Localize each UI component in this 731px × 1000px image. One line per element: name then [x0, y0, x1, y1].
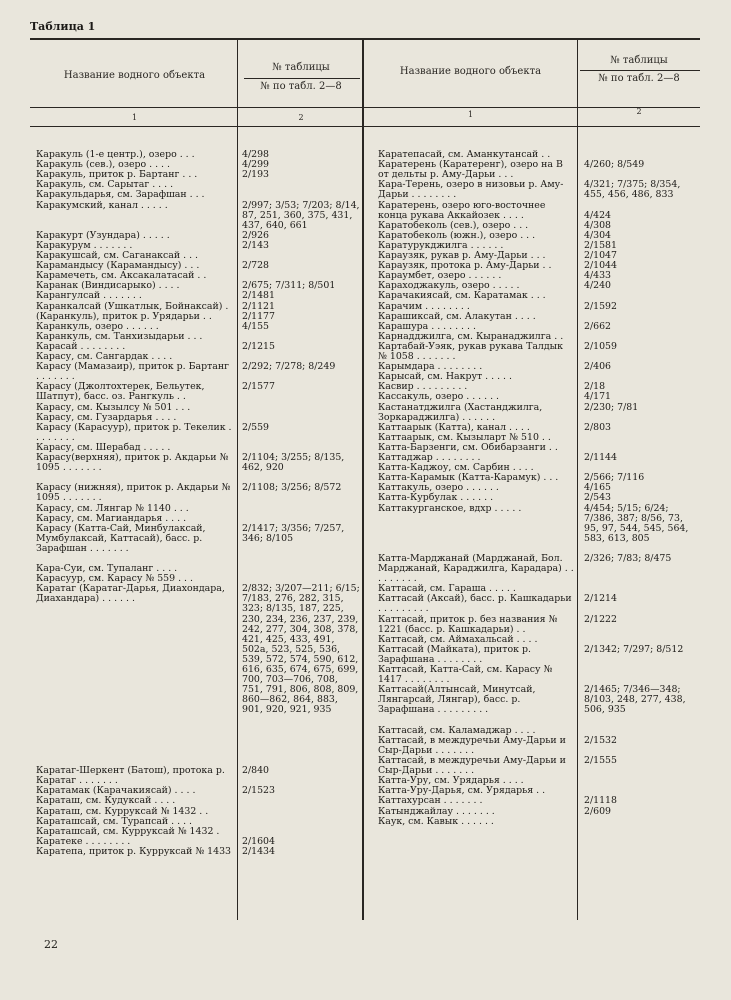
right-colnum-1: 1	[467, 110, 474, 119]
left-entry-name: Карамечеть, см. Аксакалатасай . .	[36, 270, 207, 282]
left-entry-ref: 2/1108; 3/256; 8/572	[242, 482, 342, 494]
left-entry-name: Каракуль (сев.), озеро . . . .	[36, 159, 170, 171]
right-entry-name: Караумбет, озеро . . . . . .	[378, 270, 502, 282]
right-entry-name: Каттасай, см. Аймахальсай . . . .	[378, 633, 538, 645]
right-entry-name: Карачакиясай, см. Каратамак . . .	[378, 290, 546, 302]
right-entry-name: Кара-Терень, озеро в низовьи р. Аму-Дарьи . . . . . . . .	[378, 179, 564, 201]
right-entry-name: Караузяк, протока р. Аму-Дарьи . .	[378, 260, 552, 272]
right-entry-ref: 4/260; 8/549	[584, 159, 645, 171]
right-entry-ref: 4/424	[584, 209, 612, 221]
right-entry-name: Каратобеколь (южн.), озеро . . .	[378, 229, 536, 241]
right-entry-name: Караходжакуль, озеро . . . . .	[378, 280, 520, 292]
right-entry-name: Каук, см. Кавык . . . . . .	[378, 815, 494, 827]
left-entry-name: Каракурт (Узундара) . . . . .	[36, 229, 170, 241]
right-entry-name: Караузяк, рукав р. Аму-Дарьи . . .	[378, 250, 546, 261]
left-entry-ref: 2/728	[242, 260, 270, 272]
right-entry-name: Катынджайлау . . . . . . .	[378, 805, 495, 817]
right-entry-ref: 2/1532	[584, 734, 617, 746]
right-entry-name: Каратерень, озеро юго-восточнее конца рукава Аккайозек . . . .	[378, 199, 546, 221]
right-entry-ref: 2/1592	[584, 300, 617, 312]
left-entry-name: Караташсай, см. Турапсай . . . .	[36, 815, 193, 827]
left-entry-name: Карасу (Мамазаир), приток р. Бартанг . . . . . . .	[36, 361, 230, 383]
left-colnum-2: 2	[298, 113, 304, 122]
left-entry-ref: 2/1417; 3/356; 7/257, 346; 8/105	[242, 522, 345, 544]
left-entry-name: Карангулсай . . . . . . .	[36, 290, 142, 302]
left-entry-ref: 2/832; 3/207—211; 6/15; 7/183, 276, 282, 315, 323; 8/135, 187, 225, 230, 234, 236, 237, 239, 242, 277, 304, 308, 378, 421, 425, 433, 491, 502а, 523, 525, 536, 539, 572, 574, 590, 612, 616, 635, 674, 675, 699, 700, 703—706, 708, 751, 791, 806, 808, 809, 860—862, 864, 883, 901, 920, 921, 935	[242, 583, 360, 716]
right-entry-name: Касвир . . . . . . . . .	[378, 381, 468, 393]
right-entry-name: Каттасай, приток р. без названия № 1221 (басс. р. Кашкадарьи) . .	[378, 613, 558, 635]
left-entry-ref: 4/299	[242, 159, 270, 171]
left-entry-name: Карасуур, см. Карасу № 559 . . .	[36, 573, 193, 585]
left-entry-name: Каратаг (Каратаг-Дарья, Диахондара, Диахандара) . . . . . .	[36, 583, 225, 605]
left-table-no-subheader: № по табл. 2—8	[260, 81, 342, 92]
right-entry-name: Катта-Уру-Дарья, см. Урядарья . .	[378, 785, 546, 797]
right-entry-name: Каттасай, см. Каламаджар . . . .	[378, 724, 536, 736]
right-entry-ref: 2/1047	[584, 250, 617, 261]
right-table-no-subheader: № по табл. 2—8	[598, 73, 680, 84]
right-entry-ref: 2/609	[584, 805, 612, 817]
left-subheader-rule	[244, 78, 360, 79]
right-entry-ref: 2/543	[584, 492, 612, 504]
left-entry-name: Карасу, см. Гузардарья . . . .	[36, 411, 177, 423]
left-entry-name: Каратеке . . . . . . . .	[36, 835, 131, 847]
right-entry-name: Катта-Уру, см. Урядарья . . . .	[378, 775, 524, 787]
right-entry-name: Катта-Барзенги, см. Обибарзанги . .	[378, 441, 558, 453]
left-entry-name: Каракуль, см. Сарытаг . . . .	[36, 179, 174, 191]
right-entry-ref: 2/18	[584, 381, 606, 393]
left-entry-name: Карасу, см. Сангардак . . . .	[36, 351, 173, 362]
left-entry-name: Караташ, см. Курруксай № 1432 . .	[36, 805, 209, 817]
left-entry-ref: 2/997; 3/53; 7/203; 8/14, 87, 251, 360, 375, 431, 437, 640, 661	[242, 199, 360, 231]
left-colnum-1: 1	[131, 113, 138, 122]
right-col-divider	[577, 40, 578, 920]
top-rule	[30, 38, 700, 40]
right-entry-ref: 2/566; 7/116	[584, 472, 645, 484]
left-entry-name: Каракумский, канал . . . . .	[36, 199, 168, 211]
right-entry-ref: 2/326; 7/83; 8/475	[584, 553, 672, 564]
right-entry-ref: 4/240	[584, 280, 612, 292]
right-entry-ref: 2/1465; 7/346—348; 8/103, 248, 277, 438, 506, 935	[584, 684, 686, 716]
right-entry-name: Каттасай (Аксай), басс. р. Кашкадарьи . . . . . . . . .	[378, 593, 572, 615]
right-entry-name: Кастанатджилга (Хастанджилга, Зоркараджилга) . . . . . .	[378, 401, 543, 423]
right-table-no-header: № таблицы	[610, 55, 668, 66]
right-entry-name: Каттакуль, озеро . . . . . .	[378, 482, 499, 494]
right-subheader-rule	[580, 70, 700, 71]
right-entry-name: Каттасай, в междуречьи Аму-Дарьи и Сыр-Дарьи . . . . . . .	[378, 755, 566, 777]
left-entry-ref: 2/1434	[242, 845, 275, 857]
right-entry-name: Каттасай, см. Гараша . . . . .	[378, 583, 516, 595]
left-name-header: Название водного объекта	[63, 70, 206, 81]
right-entry-ref: 2/662	[584, 320, 612, 332]
left-table-no-header: № таблицы	[272, 62, 330, 73]
left-entry-name: Каранкуль, см. Танхизыдарьи . . .	[36, 330, 203, 342]
left-entry-name: Каратепа, приток р. Курруксай № 1433	[36, 845, 232, 857]
left-entry-ref: 2/675; 7/311; 8/501	[242, 280, 336, 292]
left-entry-ref: 4/155	[242, 320, 270, 332]
left-entry-name: Карасу (Катта-Сай, Минбулаксай, Мумбулаксай, Каттасай), басс. р. Зарафшан . . . . . . .	[36, 522, 206, 554]
right-entry-name: Каттасай, в междуречьи Аму-Дарьи и Сыр-Дарьи . . . . . . .	[378, 734, 566, 756]
center-divider	[362, 40, 364, 920]
left-entry-ref: 2/193	[242, 169, 270, 181]
right-entry-name: Карачим . . . . . . . .	[378, 300, 470, 312]
right-entry-name: Карнадджилга, см. Кыранаджилга . .	[378, 330, 564, 342]
left-entry-ref: 2/1481	[242, 290, 275, 302]
colnum-bottom-rule	[30, 126, 700, 127]
right-entry-name: Каттахурсан . . . . . . .	[378, 795, 483, 807]
left-entry-ref: 2/1177	[242, 310, 275, 322]
right-entry-ref: 2/1222	[584, 613, 617, 625]
left-entry-name: Кара-Суи, см. Тупаланг . . . .	[36, 563, 178, 575]
right-entry-ref: 2/1581	[584, 239, 617, 251]
left-col-divider	[237, 40, 238, 920]
right-entry-name: Каратерень (Каратеренг), озеро на В от дельты р. Аму-Дарьи . . .	[378, 159, 563, 181]
right-entry-ref: 4/454; 5/15; 6/24; 7/386, 387; 8/56, 73, 95, 97, 544, 545, 564, 583, 613, 805	[584, 502, 689, 544]
left-entry-name: Карасу, см. Шерабад . . . . .	[36, 441, 171, 453]
right-colnum-2: 2	[636, 107, 642, 116]
right-entry-ref: 2/1044	[584, 260, 617, 272]
left-entry-ref: 2/143	[242, 239, 270, 251]
right-entry-ref: 4/171	[584, 391, 612, 403]
left-entry-name: Каракурум . . . . . . .	[36, 239, 133, 251]
left-entry-ref: 2/1121	[242, 300, 275, 312]
left-entry-ref: 2/926	[242, 229, 270, 241]
right-entry-ref: 4/304	[584, 229, 612, 241]
right-entry-name: Карашура . . . . . . . .	[378, 320, 476, 332]
left-entry-name: Каракушсай, см. Саганаксай . . .	[36, 250, 199, 261]
right-entry-name: Каттаарык (Катта), канал . . . .	[378, 421, 530, 433]
left-entry-name: Карамандысу (Карамандысу) . . .	[36, 260, 200, 272]
right-entry-ref: 4/321; 7/375; 8/354, 455, 456, 486, 833	[584, 179, 681, 201]
right-entry-name: Карымдара . . . . . . . .	[378, 361, 483, 373]
right-entry-name: Каттакурганское, вдхр . . . . .	[378, 502, 522, 514]
left-entry-name: Карасу (Карасуур), приток р. Текелик . . . . . . . .	[36, 421, 232, 443]
right-entry-name: Каттаарык, см. Кызыларт № 510 . .	[378, 431, 551, 443]
left-entry-ref: 2/1215	[242, 340, 275, 352]
right-entry-name: Катта-Карамык (Катта-Карамук) . . .	[378, 472, 559, 484]
left-entry-name: Карасу, см. Кызылсу № 501 . . .	[36, 401, 191, 413]
left-entry-ref: 2/840	[242, 765, 270, 777]
right-entry-ref: 2/230; 7/81	[584, 401, 639, 413]
left-entry-name: Каранкалсай (Ушкатлык, Бойнаксай) .	[36, 300, 229, 312]
table-title: Таблица 1	[30, 20, 96, 33]
left-entry-name: Караташсай, см. Курруксай № 1432 .	[36, 825, 220, 837]
left-entry-name: Карасу (Джолтохтерек, Бельутек, Шатпут), басс. оз. Рангкуль . .	[36, 381, 205, 403]
page-number: 22	[44, 938, 58, 951]
right-entry-name: Карашиксай, см. Алакутан . . . .	[378, 310, 536, 322]
left-entry-name: Каратаг-Шеркент (Батош), протока р. Каратаг . . . . . . .	[36, 765, 225, 787]
left-entry-name: Карасу(верхняя), приток р. Акдарьи № 1095 . . . . . . .	[36, 452, 229, 474]
left-entry-name: Карасай . . . . . . . .	[36, 340, 126, 352]
right-entry-name: Каратепасай, см. Аманкутансай . .	[378, 149, 551, 160]
right-entry-ref: 2/1555	[584, 755, 617, 766]
right-entry-ref: 2/803	[584, 421, 612, 433]
left-entry-name: Каранак (Виндисарыко) . . . .	[36, 280, 180, 292]
left-entry-name: Карасу, см. Лянгар № 1140 . . .	[36, 502, 189, 514]
right-entry-ref: 4/165	[584, 482, 612, 494]
left-entry-ref: 2/1104; 3/255; 8/135, 462, 920	[242, 452, 345, 474]
right-entry-ref: 2/1342; 7/297; 8/512	[584, 643, 684, 655]
right-entry-name: Каттасай (Майката), приток р. Зарафшана . . . . . . . .	[378, 643, 531, 665]
right-entry-name: Каратурукджилга . . . . . .	[378, 239, 504, 251]
left-entry-ref: 2/1523	[242, 785, 275, 797]
right-entry-name: Каттаджар . . . . . . . .	[378, 452, 481, 463]
left-entry-ref: 2/559	[242, 421, 270, 433]
right-name-header: Название водного объекта	[399, 66, 542, 77]
right-entry-name: Картабай-Уэяк, рукав рукава Талдык № 1058 . . . . . . .	[378, 340, 563, 362]
right-entry-name: Катта-Марджанай (Марджанай, Бол. Марджанай, Караджилга, Карадара) . . . . . . . . .	[378, 553, 574, 585]
right-entry-name: Карысай, см. Накрут . . . . .	[378, 371, 512, 383]
right-entry-name: Каттасай, Катта-Сай, см. Карасу № 1417 . . . . . . . .	[378, 664, 553, 686]
right-entry-ref: 2/406	[584, 361, 612, 373]
right-entry-name: Катта-Курбулак . . . . . .	[378, 492, 494, 504]
right-entry-name: Каттасай(Алтынсай, Минутсай, Лянгарсай, Лянгар), басс. р. Зарафшана . . . . . . . . .	[378, 684, 536, 716]
left-entry-name: Каракуль, приток р. Бартанг . . .	[36, 169, 198, 181]
left-entry-name: Каракуль (1-е центр.), озеро . . .	[36, 149, 195, 160]
left-entry-name: Каракульдарья, см. Зарафшан . . .	[36, 189, 205, 201]
right-entry-ref: 4/308	[584, 219, 612, 231]
right-entry-ref: 2/1214	[584, 593, 617, 605]
right-entry-name: Катта-Каджоу, см. Сарбин . . . .	[378, 462, 534, 474]
left-entry-name: Караташ, см. Кудуксай . . . .	[36, 795, 176, 807]
right-entry-name: Кассакуль, озеро . . . . . .	[378, 391, 500, 403]
left-entry-ref: 2/1577	[242, 381, 275, 393]
left-entry-name: Карасу, см. Магиандарья . . . .	[36, 512, 187, 524]
left-entry-name: Карасу (нижняя), приток р. Акдарьи № 1095 . . . . . . .	[36, 482, 231, 504]
right-entry-ref: 2/1118	[584, 795, 617, 807]
left-entry-ref: 2/1604	[242, 835, 275, 847]
right-entry-ref: 4/433	[584, 270, 612, 282]
left-entry-ref: 2/292; 7/278; 8/249	[242, 361, 336, 373]
left-entry-name: Каратамак (Карачакиясай) . . . .	[36, 785, 196, 797]
left-entry-name: Каранкуль, озеро . . . . . .	[36, 320, 159, 332]
right-entry-ref: 2/1059	[584, 340, 617, 352]
right-entry-ref: 2/1144	[584, 452, 617, 463]
right-entry-name: Каратобеколь (сев.), озеро . . .	[378, 219, 529, 231]
left-entry-name: (Каранкуль), приток р. Урядарьи . .	[36, 310, 212, 322]
left-entry-ref: 4/298	[242, 149, 270, 160]
